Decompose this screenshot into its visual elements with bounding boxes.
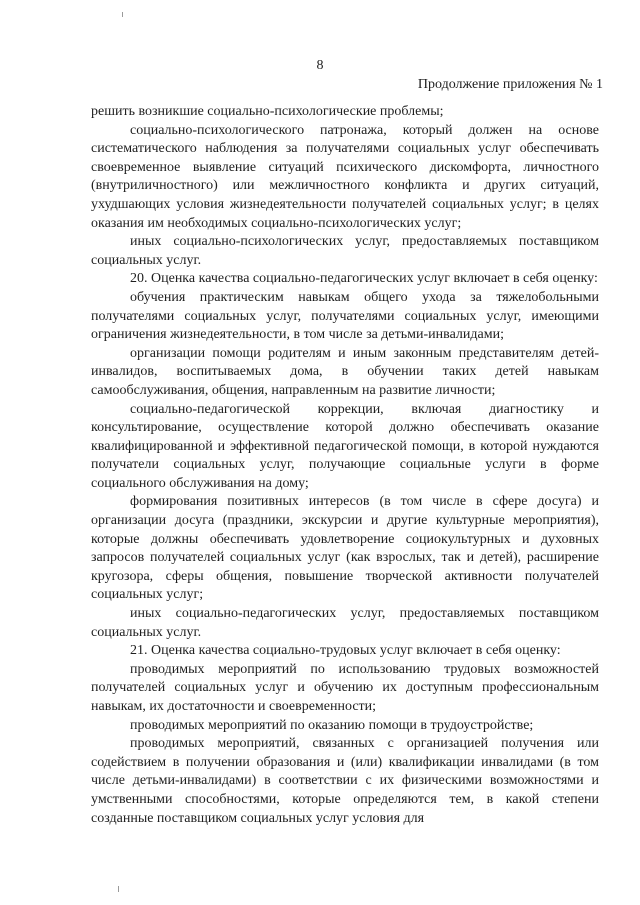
paragraph: обучения практическим навыкам общего ухода за тяжелобольными получателями социальных услуг, получателями социальных услуг, имеющими ограничения жизнедеятельности, в том числе за детьми-инвалидами; [91, 289, 599, 343]
paragraph: социально-педагогической коррекции, включая диагностику и консультирование, осуществление которой должно обеспечивать оказание квалифицированной и эффективной педагогической помощи, в которой нуждаются получатели социальных услуг, получающие социальные услуги в форме социального обслуживания на дому; [91, 401, 599, 491]
paragraph: проводимых мероприятий по оказанию помощи в трудоустройстве; [130, 717, 534, 733]
page-number: 8 [316, 58, 324, 73]
paragraph: социально-психологического патронажа, который должен на основе систематического наблюдения за получателями социальных услуг обеспечивать своевременное выявление ситуаций психического дискомфорта, личностного (внутриличностного) или межличностного конфликта и других ситуаций, ухудшающих условия жизнедеятельности получателей социальных услуг; в целях оказания им необходимых социально-психологических услуг; [91, 122, 599, 231]
appendix-continuation-label: Продолжение приложения № 1 [417, 77, 603, 92]
paragraph: проводимых мероприятий, связанных с организацией получения или содействием в получении образования и (или) квалификации инвалидами (в том числе детьми-инвалидами) в соответствии с их физическими возможностями и умственными способностями, которые определяются тем, в какой степени созданные поставщиком социальных услуг условия для [91, 736, 599, 826]
scan-mark-bottom [118, 886, 119, 892]
paragraph: формирования позитивных интересов (в том числе в сфере досуга) и организации досуга (праздники, экскурсии и другие культурные мероприятия), которые должны обеспечивать удовлетворение социокультурных и духовных запросов получателей социальных услуг (как взрослых, так и детей), расширение кругозора, сферы общения, повышение творческой активности получателей социальных услуг; [91, 494, 599, 603]
scan-mark-top [122, 12, 123, 17]
paragraph: иных социально-психологических услуг, предоставляемых поставщиком социальных услуг. [91, 234, 599, 268]
paragraph: проводимых мероприятий по использованию трудовых возможностей получателей социальных услуг и обучению их доступным профессиональным навыкам, их достаточности и своевременности; [91, 661, 599, 714]
paragraph: 20. Оценка качества социально-педагогических услуг включает в себя оценку: [130, 271, 598, 287]
paragraph: 21. Оценка качества социально-трудовых услуг включает в себя оценку: [130, 643, 561, 659]
paragraph: иных социально-педагогических услуг, предоставляемых поставщиком социальных услуг. [91, 606, 599, 640]
document-body [91, 103, 599, 828]
paragraph: решить возникшие социально-психологические проблемы; [91, 104, 444, 119]
paragraph: организации помощи родителям и иным законным представителям детей-инвалидов, воспитываемых дома, в обучении таких детей навыкам самообслуживания, общения, направленным на развитие личности; [91, 345, 599, 398]
